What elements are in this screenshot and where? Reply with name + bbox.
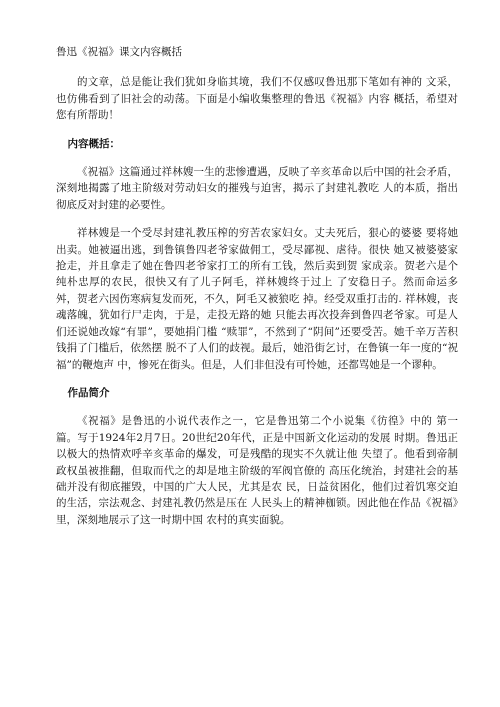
section-heading-introduction: 作品简介 [67, 386, 110, 399]
document-title: 鲁迅《祝福》课文内容概括 [56, 46, 182, 58]
summary-paragraph-1: 《祝福》这篇通过祥林嫂一生的悲惨遭遇，反映了辛亥革命以后中国的社会矛盾，深刻地揭露了地主阶级对劳动妇女的摧残与迫害，揭示了封建礼教吃 人的本质，指出彻底反对封建的必要性。 [56, 166, 458, 211]
intro-paragraph: 的文章，总是能让我们犹如身临其境，我们不仅感叹鲁迅那下笔如有神的 文采，也仿佛看到了旧社会的动荡。下面是小编收集整理的鲁迅《祝福》内容 概括，希望对您有所帮助！ [56, 76, 458, 122]
section-heading-summary: 内容概括： [67, 137, 121, 150]
summary-paragraph-2: 祥林嫂是一个受尽封建礼教压榨的穷苦农家妇女。丈夫死后，狠心的婆婆 要将她出卖。她被逼出逃，到鲁镇鲁四老爷家做佣工，受尽鄙视、虐待。很快 她又被婆婆家抢走，并且拿走了她在鲁四老爷家打工的所有工钱，然后卖到贺 家成亲。贺老六是个纯朴忠厚的农民，很快又有了儿子阿毛，祥林嫂终于过上 了安稳日子。然而命运多舛，贺老六因伤寒病复发而死，不久，阿毛又被狼吃 掉。经受双重打击的. 祥林嫂，丧魂落魄，犹如行尸走肉，于是，走投无路的她 只能去再次投奔到鲁四老爷家。可是人们还说她改嫁“有罪”，要她捐门槛 “赎罪”，不然到了“阴间”还要受苦。她千辛万苦积钱捐了门槛后，依然摆 脱不了人们的歧视。最后，她沿街乞讨，在鲁镇一年一度的“祝福”的鞭炮声 中，惨死在街头。但是，人们非但没有可怜她，还都骂她是一个谬种。 [56, 227, 458, 371]
document-page [56, 44, 458, 540]
introduction-paragraph: 《祝福》是鲁迅的小说代表作之一，它是鲁迅第二个小说集《彷徨》中的 第一篇。写于1924年2月7日。20世纪20年代，正是中国新文化运动的发展 时期。鲁迅正以极大的热情欢呼辛亥革命的爆发，可是残酷的现实不久就让他 失望了。他看到帝制政权虽被推翻，但取而代之的却是地主阶级的军阀官僚的 高压化统治，封建社会的基础并没有彻底摧毁，中国的广大人民，尤其是农 民，日益贫困化，他们过着饥寒交迫的生活，宗法观念、封建礼教仍然是压在 人民头上的精神枷锁。因此他在作品《祝福》里，深刻地展示了这一时期中国 农村的真实面貌。 [56, 415, 458, 526]
